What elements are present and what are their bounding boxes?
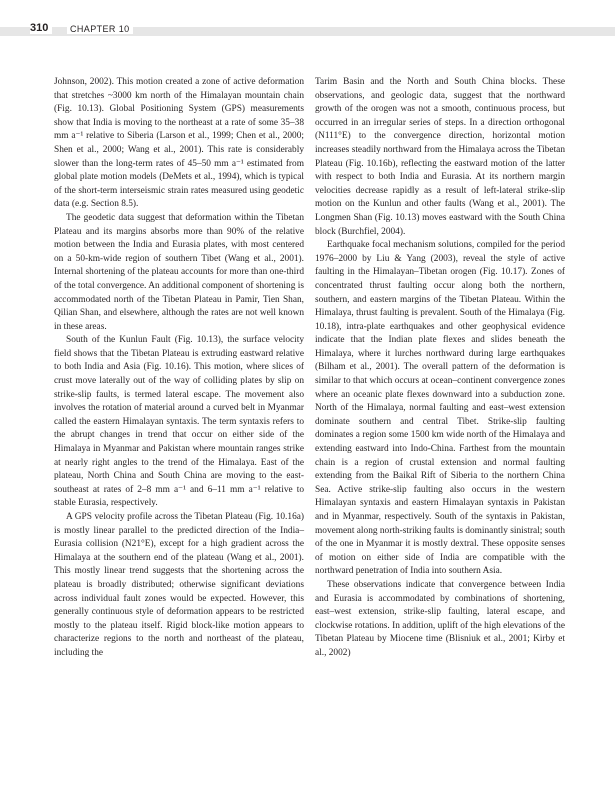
page-number: 310 (30, 22, 52, 34)
left-column (54, 76, 304, 661)
paragraph: South of the Kunlun Fault (Fig. 10.13), the surface velocity field shows that the Tibetan Plateau is extruding eastward relative to both India and Asia (Fig. 10.16). This motion, where slices of crust move laterally out of the way of colliding plates by slip on strike-slip faults, is termed lateral escape. The movement also involves the rotation of material around a curved belt in Myanmar called the eastern Himalayan syntaxis. The term syntaxis refers to the abrupt changes in trend that occur on either side of the Himalaya in Myanmar and Pakistan where mountain ranges strike at nearly right angles to the trend of the Himalaya. East of the plateau, North China and South China are moving to the east-southeast at rates of 2–8 mm a⁻¹ and 6–11 mm a⁻¹ relative to stable Eurasia, respectively. (54, 335, 304, 509)
right-column (315, 76, 565, 661)
running-header (0, 0, 615, 44)
paragraph: The geodetic data suggest that deformation within the Tibetan Plateau and its margins absorbs more than 90% of the relative motion between the India and Eurasia plates, with most centered on a 50-km-wide region of southern Tibet (Wang et al., 2001). Internal shortening of the plateau accounts for more than one-third of the total convergence. An additional component of shortening is accommodated north of the Tibetan Plateau in Pamir, Tien Shan, Qilian Shan, and elsewhere, although the rates are not well known in these areas. (54, 212, 304, 332)
paragraph: A GPS velocity profile across the Tibetan Plateau (Fig. 10.16a) is mostly linear parallel to the predicted direction of the India–Eurasia collision (N21°E), except for a high gradient across the Himalaya at the southern end of the plateau (Wang et al., 2001). This mostly linear trend suggests that the shortening across the plateau is broadly distributed; otherwise significant deviations across individual fault zones would be expected. However, this generally continuous style of deformation appears to be restricted mostly to the plateau itself. Rigid block-like motion appears to characterize regions to the north and northeast of the plateau, including the (54, 512, 304, 658)
paragraph: Earthquake focal mechanism solutions, compiled for the period 1976–2000 by Liu & Yang (2003), reveal the style of active faulting in the Himalayan–Tibetan orogen (Fig. 10.17). Zones of concentrated thrust faulting occur along both the northern, southern, and eastern margins of the Tibetan Plateau. Within the Himalaya, thrust faulting is prevalent. South of the Himalaya (Fig. 10.18), intra-plate earthquakes and other geophysical evidence indicate that the Indian plate flexes and slides beneath the Himalaya, where it lurches northward during large earthquakes (Bilham et al., 2001). The overall pattern of the deformation is similar to that which occurs at ocean–continent convergence zones where an oceanic plate flexes downward into a subduction zone. North of the Himalaya, normal faulting and east–west extension dominate southern and central Tibet. Strike-slip faulting dominates a region some 1500 km wide north of the Himalaya and extending eastward into Indo-China. Farthest from the mountain chain is a region of crustal extension and normal faulting extending from the Baikal Rift of Siberia to the northern China Sea. Active strike-slip faulting also occurs in the western Himalayan syntaxis and eastern Himalayan syntaxis in Pakistan and in Myanmar, respectively. South of the syntaxis in Pakistan, movement along north-striking faults is dominantly sinistral; south of the one in Myanmar it is mostly dextral. These opposite senses of motion on either side of India are compatible with the northward penetration of India into southern Asia. (315, 240, 565, 577)
paragraph: These observations indicate that convergence between India and Eurasia is accommodated by combinations of shortening, east–west extension, strike-slip faulting, lateral escape, and clockwise rotations. In addition, uplift of the high elevations of the Tibetan Plateau by Miocene time (Blisniuk et al., 2001; Kirby et al., 2002) (315, 579, 565, 658)
paragraph: Johnson, 2002). This motion created a zone of active deformation that stretches ~3000 km north of the Himalayan mountain chain (Fig. 10.13). Global Positioning System (GPS) measurements show that India is moving to the northeast at a rate of some 35–38 mm a⁻¹ relative to Siberia (Larson et al., 1999; Chen et al., 2000; Shen et al., 2000; Wang et al., 2001). This rate is considerably slower than the long-term rates of 45–50 mm a⁻¹ estimated from global plate motion models (DeMets et al., 1994), which is typical of the short-term interseismic strain rates measured using geodetic data (e.g. Section 8.5). (54, 77, 304, 210)
paragraph: Tarim Basin and the North and South China blocks. These observations, and geologic data, suggest that the northward growth of the orogen was not a smooth, continuous process, but occurred in an irregular series of steps. In a direction orthogonal (N111°E) to the convergence direction, horizontal motion increases steadily northward from the Himalaya across the Tibetan Plateau (Fig. 10.16b), reflecting the eastward motion of the latter with respect to both India and Eurasia. At its northern margin velocities decrease rapidly as a result of left-lateral strike-slip motion on the Kunlun and other faults (Wang et al., 2001). The Longmen Shan (Fig. 10.13) moves eastward with the South China block (Burchfiel, 2004). (315, 77, 565, 237)
chapter-title: CHAPTER 10 (67, 24, 133, 34)
